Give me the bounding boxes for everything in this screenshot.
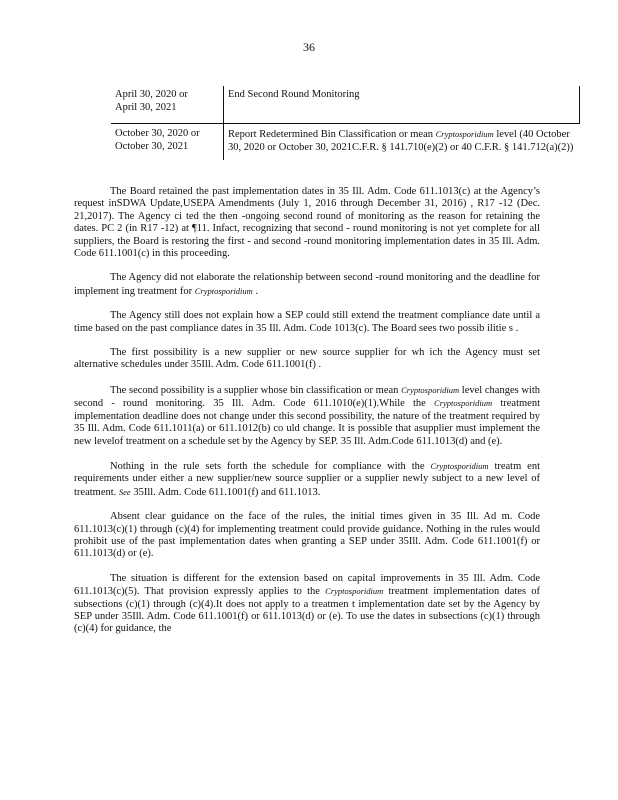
paragraph: [74, 460, 540, 499]
paragraph-text: The situation is different for the extension based on capital improvements in 35 Ill. Adm. Code 611.1013(c)(5). That provision expressly applies to the: [74, 572, 540, 598]
action-cell: [224, 124, 580, 161]
paragraph-text: treatment implementation dates of subsections (c)(1) through (c)(4).It does not apply to a treatmen t implementation date set by the Agency by SEP under 35Ill. Adm. Code 611.1001(f) or 611.1013(d) or (e). To use the dates in subsections (c)(1) through (c)(4) for guidance, the: [74, 586, 540, 635]
species-name: Cryptosporidium: [430, 460, 489, 471]
table-row: [111, 124, 580, 161]
paragraph-text: 35Ill. Adm. Code 611.1001(f) and 611.1013.: [130, 486, 321, 498]
date-line: October 30, 2021: [115, 140, 189, 152]
paragraph: The Board retained the past implementation dates in 35 Ill. Adm. Code 611.1013(c) at the Agency’s request inSDWA Update,USEPA Amendments (July 1, 2016 through December 31, 2016) , R17 -12 (Dec. 21,2017). The Agency ci ted the then -ongoing second round of monitoring as the reason for retaining the dates. PC 2 (in R17 -12) at ¶11. Infact, recognizing that second - round monitoring is not yet complete for all suppliers, the Board is restoring the first - and second -round monitoring implementation dates in 35 Ill. Adm. Code 611.1001(c) in this proceeding.: [74, 186, 540, 260]
paragraph-text: The second possibility is a supplier whose bin classification or mean: [110, 384, 402, 396]
paragraph: [74, 272, 540, 298]
species-name: Cryptosporidium: [401, 384, 460, 395]
paragraph-text: Nothing in the rule sets forth the schedule for compliance with the: [110, 460, 431, 472]
action-text: Report Redetermined Bin Classification or mean: [228, 129, 436, 140]
action-text: level (40 October 30, 2020 or October 30, 2021C.F.R. § 141.710(e)(2) or 40 C.F.R. § 141.712(a)(2)): [228, 129, 574, 153]
date-line: October 30, 2020 or: [115, 128, 200, 139]
paragraph: [74, 384, 540, 448]
paragraph: The Agency still does not explain how a SEP could still extend the treatment compliance date until a time based on the past compliance dates in 35 Ill. Adm. Code 1013(c). The Board sees two possib ilitie s .: [74, 310, 540, 334]
species-name: Cryptosporidium: [434, 398, 493, 409]
paragraph-text: The Agency did not elaborate the relationship between second -round monitoring and the deadline for implement ing treatment for: [74, 272, 540, 297]
body-text: [74, 186, 540, 647]
species-name: Cryptosporidium: [325, 586, 384, 597]
date-cell: [111, 124, 224, 161]
paragraph-text: .: [252, 285, 259, 297]
species-name: Cryptosporidium: [435, 129, 494, 139]
paragraph: The first possibility is a new supplier or new source supplier for wh ich the Agency must set alternative schedules under 35Ill. Adm. Code 611.1001(f) .: [74, 347, 540, 371]
citation-signal: See: [118, 486, 131, 497]
table-row: [111, 86, 580, 124]
paragraph-text: treatm ent requirements under either a new supplier/new source supplier or a supplier newly subject to a new level of treatment.: [74, 460, 541, 498]
schedule-table: [111, 86, 580, 160]
date-line: April 30, 2020 or: [115, 89, 188, 100]
paragraph-text: level changes with second - round monitoring. 35 Ill. Adm. Code 611.1010(e)(1).While the: [74, 384, 541, 410]
date-cell: [111, 86, 224, 124]
paragraph: Absent clear guidance on the face of the rules, the initial times given in 35 Ill. Ad m. Code 611.1013(c)(1) through (c)(4) for implementing treatment could provide guidance. Nothing in the rules would prohibit use of the past implementation dates when granting a SEP under 35Ill. Adm. Code 611.1001(f) or 611.1013(d) or (e).: [74, 511, 540, 560]
paragraph: [74, 573, 540, 636]
action-text: End Second Round Monitoring: [228, 89, 360, 100]
action-cell: [224, 86, 580, 124]
date-line: April 30, 2021: [115, 101, 177, 113]
paragraph-text: treatment implementation deadline does not change under this second possibility, the nature of the treatment required by 35 Ill. Adm. Code 611.1011(a) or 611.1012(b) co uld change. It is possible that asupplier must implement the new levelof treatment on a schedule set by the Agency by SEP. 35 Ill. Adm.Code 611.1013(d) and (e).: [74, 398, 540, 447]
species-name: Cryptosporidium: [194, 285, 253, 296]
page-number: 36: [303, 40, 315, 54]
